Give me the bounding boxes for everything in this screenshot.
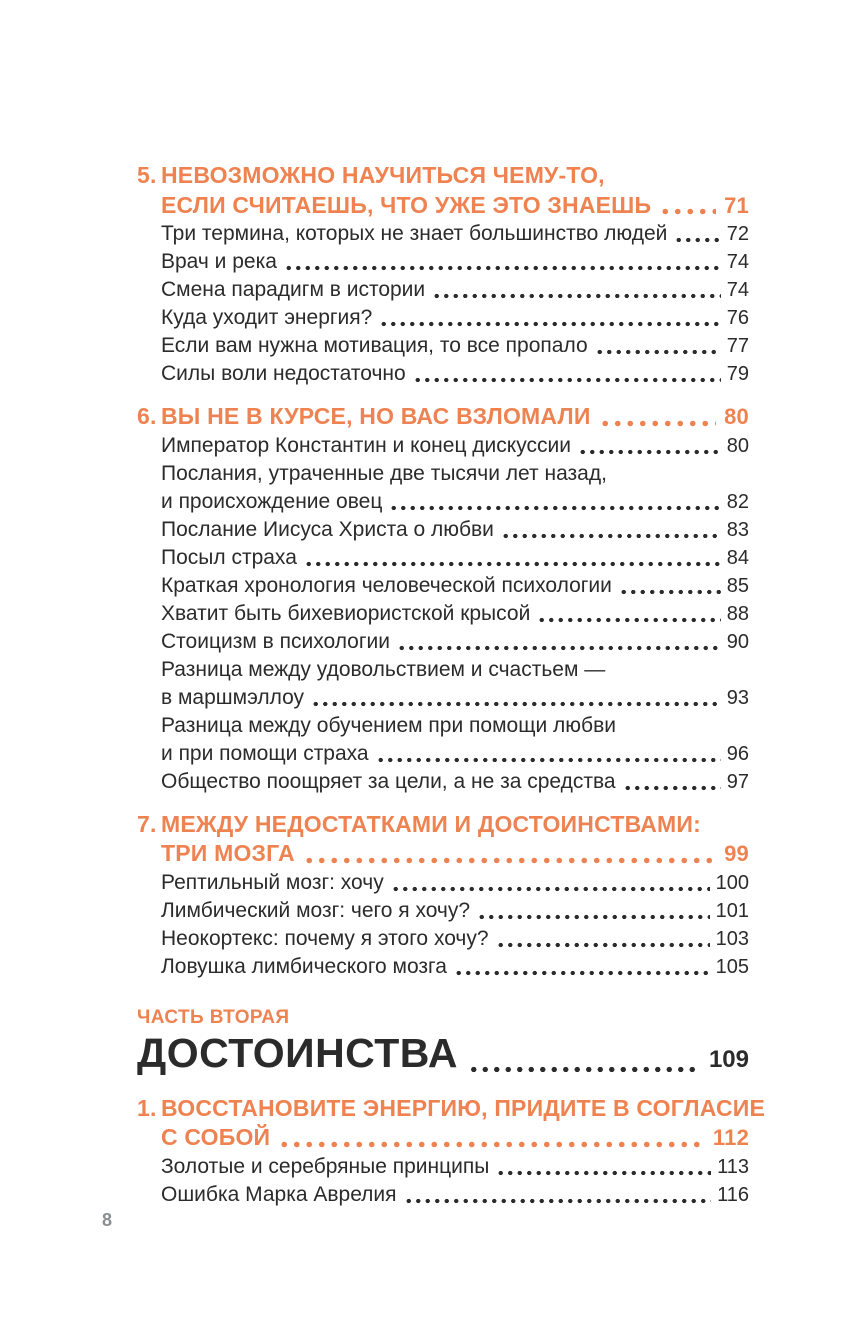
entry-text: Силы воли недостаточно [161, 362, 406, 385]
chapter-title-line [161, 1094, 766, 1124]
toc-entry [161, 600, 749, 628]
entry-line [161, 1181, 749, 1209]
toc-entry [161, 360, 749, 388]
entry-line [161, 220, 749, 248]
chapter-title-text: МЕЖДУ НЕДОСТАТКАМИ И ДОСТОИНСТВАМИ: [161, 810, 702, 837]
toc-chapter [137, 1094, 766, 1209]
chapter-title-line [161, 161, 749, 191]
entry-line [161, 768, 749, 796]
entry-line [161, 740, 749, 768]
dot-leader [432, 293, 721, 299]
chapter-heading [137, 402, 749, 432]
toc-entry [161, 304, 749, 332]
entry-line [161, 684, 749, 712]
entry-line [161, 712, 749, 740]
entry-page-number: 97 [726, 770, 749, 793]
dot-leader [379, 321, 720, 327]
entry-text: Ошибка Марка Аврелия [161, 1182, 397, 1206]
entry-text: Посыл страха [161, 545, 297, 569]
dot-leader [284, 265, 721, 271]
entry-line [161, 869, 749, 897]
chapter-entries [137, 1153, 749, 1209]
chapter-heading [137, 810, 749, 869]
entry-line [161, 360, 749, 388]
toc-entry [161, 544, 749, 572]
toc-chapter [137, 402, 749, 796]
toc-entry [161, 220, 749, 248]
entry-line [161, 460, 749, 488]
entry-line [161, 332, 749, 360]
entry-text: Разница между обучением при помощи любви [161, 713, 616, 737]
entry-line [161, 925, 749, 953]
toc-entry [161, 332, 749, 360]
entry-text: и происхождение овец [161, 489, 383, 513]
dot-leader [496, 942, 710, 948]
entry-page-number: 103 [715, 927, 749, 950]
dot-leader [391, 886, 710, 892]
toc-entry [161, 712, 749, 768]
toc-entry [161, 953, 749, 981]
entry-page-number: 72 [726, 223, 749, 245]
toc-entry [161, 516, 749, 544]
toc-entry [161, 248, 749, 276]
chapter-title-text: ВОССТАНОВИТЕ ЭНЕРГИЮ, ПРИДИТЕ В СОГЛАСИЕ [161, 1094, 766, 1121]
entry-page-number: 88 [726, 602, 749, 625]
chapter-entries [137, 432, 749, 796]
entry-text: Рептильный мозг: хочу [161, 870, 384, 894]
entry-text: Золотые и серебряные принципы [161, 1154, 490, 1178]
part-title-text: ДОСТОИНСТВА [137, 1029, 458, 1076]
chapter-title-line [161, 1123, 749, 1153]
entry-line [161, 1153, 749, 1181]
entry-text: Куда уходит энергия? [161, 306, 373, 329]
chapter-page-number: 80 [724, 404, 749, 429]
chapter-entries [137, 869, 749, 981]
toc-entry [161, 460, 749, 516]
dot-leader [595, 349, 721, 355]
entry-page-number: 77 [726, 335, 749, 357]
entry-text: Три термина, которых не знает большинство людей [161, 222, 668, 245]
dot-leader [454, 970, 710, 976]
entry-page-number: 93 [726, 686, 749, 709]
toc-chapter [137, 161, 749, 388]
entry-line [161, 516, 749, 544]
entry-page-number: 105 [715, 955, 749, 978]
toc-entry [161, 897, 749, 925]
entry-line [161, 572, 749, 600]
dot-leader [404, 1198, 712, 1204]
dot-leader [619, 589, 721, 595]
part-title-line [137, 1031, 749, 1082]
entry-text: Стоицизм в психологии [161, 629, 390, 653]
entry-text: Хватит быть бихевиористской крысой [161, 601, 531, 625]
entry-text: Если вам нужна мотивация, то все пропало [161, 334, 588, 357]
entry-text: Император Константин и конец дискуссии [161, 433, 571, 457]
toc-entry [161, 1153, 749, 1181]
page-number: 8 [102, 1210, 113, 1230]
chapter-title-line [161, 839, 749, 869]
entry-page-number: 90 [726, 630, 749, 653]
entry-page-number: 84 [726, 546, 749, 569]
dot-leader [304, 561, 721, 567]
chapter-title-text: С СОБОЙ [161, 1124, 271, 1150]
chapter-number: 5. [137, 162, 157, 188]
chapter-title [161, 161, 749, 220]
chapter-number: 1. [137, 1094, 157, 1121]
toc-part [137, 1005, 749, 1082]
entry-text: Общество поощряет за цели, а не за средства [161, 769, 616, 793]
dot-leader [537, 617, 720, 623]
entry-line [161, 897, 749, 925]
entry-page-number: 76 [726, 307, 749, 329]
entry-page-number: 80 [726, 434, 749, 457]
part-page-number: 109 [708, 1045, 749, 1073]
dot-leader [674, 237, 720, 243]
dot-leader [578, 449, 721, 455]
entry-text: Краткая хронология человеческой психологии [161, 573, 612, 597]
entry-page-number: 100 [715, 871, 749, 894]
entry-line [161, 304, 749, 332]
chapter-page-number: 112 [712, 1125, 749, 1150]
chapter-number: 7. [137, 810, 157, 837]
entry-page-number: 85 [726, 574, 749, 597]
chapter-page-number: 71 [724, 192, 749, 218]
chapter-title-text: ЕСЛИ СЧИТАЕШЬ, ЧТО УЖЕ ЭТО ЗНАЕШЬ [161, 191, 652, 218]
chapter-heading [137, 1094, 766, 1153]
entry-line [161, 544, 749, 572]
dot-leader [659, 208, 716, 215]
toc-entry [161, 1181, 749, 1209]
dot-leader [413, 377, 721, 383]
entry-text: в маршмэллоу [161, 685, 305, 709]
entry-text: Смена парадигм в истории [161, 278, 426, 301]
dot-leader [501, 533, 721, 539]
table-of-contents [137, 161, 766, 1209]
toc-entry [161, 432, 749, 460]
entry-line [161, 656, 749, 684]
entry-page-number: 113 [717, 1155, 749, 1178]
chapter-entries [137, 220, 749, 388]
chapter-title-text: НЕВОЗМОЖНО НАУЧИТЬСЯ ЧЕМУ-ТО, [161, 162, 605, 188]
chapter-title [161, 810, 749, 869]
dot-leader [278, 1141, 705, 1148]
chapter-heading [137, 161, 749, 220]
toc-entry [161, 628, 749, 656]
entry-text: Послание Иисуса Христа о любви [161, 517, 494, 541]
entry-page-number: 101 [715, 899, 749, 922]
dot-leader [311, 701, 721, 707]
dot-leader [599, 420, 717, 427]
entry-page-number: 82 [726, 490, 749, 513]
dot-leader [397, 645, 721, 651]
entry-text: и при помощи страха [161, 741, 369, 765]
toc-entry [161, 925, 749, 953]
entry-text: Разница между удовольствием и счастьем — [161, 657, 606, 681]
entry-page-number: 83 [726, 518, 749, 541]
entry-text: Ловушка лимбического мозга [161, 954, 447, 978]
part-label: ЧАСТЬ ВТОРАЯ [137, 1006, 290, 1028]
chapter-number: 6. [137, 403, 157, 429]
entry-line [161, 276, 749, 304]
dot-leader [376, 757, 721, 763]
entry-line [161, 432, 749, 460]
dot-leader [389, 505, 720, 511]
entry-text: Врач и река [161, 250, 277, 273]
toc-entry [161, 656, 749, 712]
entry-page-number: 79 [726, 363, 749, 385]
chapter-title-line [161, 191, 749, 221]
chapter-title-line [161, 402, 749, 432]
entry-line [161, 628, 749, 656]
chapter-title-text: ВЫ НЕ В КУРСЕ, НО ВАС ВЗЛОМАЛИ [161, 403, 591, 429]
toc-chapter [137, 810, 749, 981]
dot-leader [477, 914, 710, 920]
chapter-title [161, 1094, 766, 1153]
toc-entry [161, 572, 749, 600]
toc-entry [161, 869, 749, 897]
entry-text: Неокортекс: почему я этого хочу? [161, 926, 489, 950]
entry-line [161, 600, 749, 628]
entry-text: Послания, утраченные две тысячи лет назад, [161, 461, 607, 485]
dot-leader [623, 785, 721, 791]
chapter-title-text: ТРИ МОЗГА [161, 840, 295, 866]
entry-line [161, 248, 749, 276]
entry-line [161, 953, 749, 981]
dot-leader [303, 857, 716, 864]
entry-text: Лимбический мозг: чего я хочу? [161, 898, 471, 922]
chapter-title [161, 402, 749, 432]
entry-page-number: 74 [726, 251, 749, 273]
chapter-page-number: 99 [724, 841, 749, 866]
dot-leader [496, 1170, 711, 1176]
toc-entry [161, 768, 749, 796]
toc-entry [161, 276, 749, 304]
chapter-title-line [161, 810, 749, 840]
dot-leader [468, 1066, 697, 1073]
entry-line [161, 488, 749, 516]
entry-page-number: 96 [726, 742, 749, 765]
entry-page-number: 116 [717, 1183, 749, 1206]
entry-page-number: 74 [726, 279, 749, 301]
